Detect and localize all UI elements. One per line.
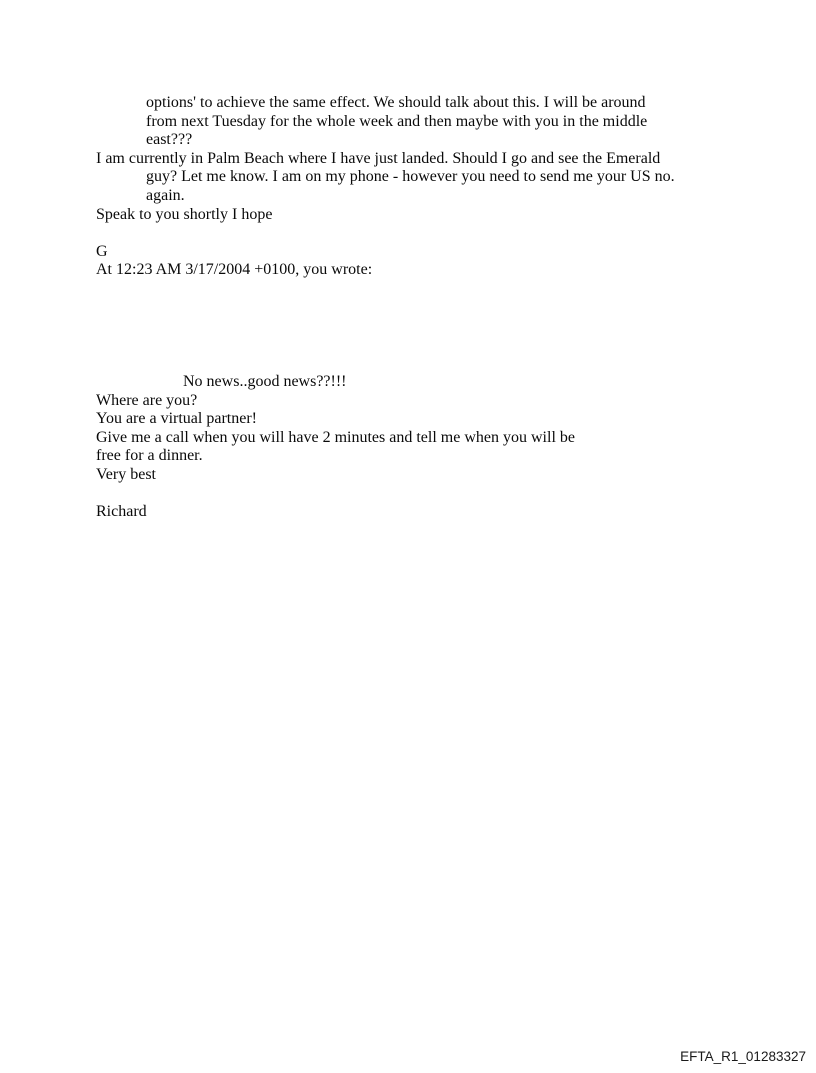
reply-line: Speak to you shortly I hope [96,205,273,223]
reply-line: east??? [146,131,193,149]
reply-line: guy? Let me know. I am on my phone - however you need to send me your US no. [146,168,675,186]
reply-line: again. [146,186,185,204]
quoted-line: free for a dinner. [96,447,203,465]
reply-line: I am currently in Palm Beach where I have just landed. Should I go and see the Emerald [96,149,661,167]
signature-initial: G [96,242,108,260]
quoted-signature: Richard [96,503,147,521]
blank-gap [96,280,756,373]
email-body [96,94,756,522]
quoted-line: Where are you? [96,391,198,409]
blank-line [96,485,756,504]
quoted-line: Very best [96,465,156,483]
quoted-line: Give me a call when you will have 2 minutes and tell me when you will be [96,428,575,446]
quoted-line: You are a virtual partner! [96,410,257,428]
reply-line: from next Tuesday for the whole week and then maybe with you in the middle [146,112,648,130]
bates-number: EFTA_R1_01283327 [680,1049,806,1064]
quoted-line: No news..good news??!!! [183,372,347,390]
reply-line: options' to achieve the same effect. We should talk about this. I will be around [146,94,646,111]
blank-line [96,224,756,243]
quote-attribution: At 12:23 AM 3/17/2004 +0100, you wrote: [96,261,373,279]
